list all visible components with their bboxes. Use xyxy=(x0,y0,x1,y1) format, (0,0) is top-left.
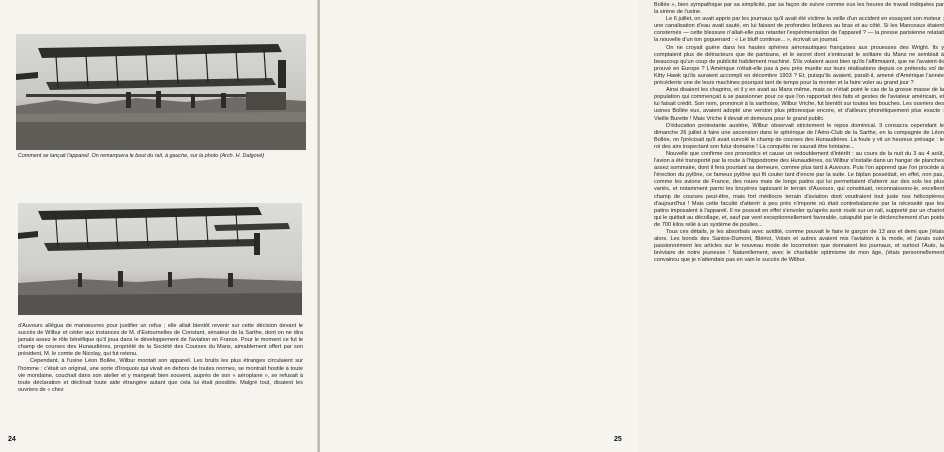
right-paragraph: Bollée », bien sympathique par sa simplicité, par sa façon de suivre comme eux les heures de travail indiquées par la sirène de l'usine. xyxy=(654,2,944,16)
biplane-flight-photo xyxy=(18,203,302,315)
right-page-body xyxy=(654,2,944,264)
left-paragraph: Cependant, à l'usine Léon Bollée, Wilbur montait son appareil. Les bruits les plus étranges circulaient sur l'homme : c'était un original, une sorte d'Iroquois qui vivait en dehors de toutes normes, se montrait hostile à toute vie mondaine, couchait dans son atelier et y mangeait bien souvent, auprès de son « aéroplane », se refusait à toute déclaration et déclinait toute aide étrangère autant que cela lui était possible. Malgré tout, disaient les ouvriers de « chez xyxy=(18,358,303,393)
page-number-right: 25 xyxy=(614,436,622,443)
page-number-left: 24 xyxy=(8,436,16,443)
photo-caption: Comment se lançait l'appareil. On remarquera le bout du rail, à gauche, sur la photo (Arch. H. Dalgové) xyxy=(18,153,265,159)
right-paragraph: Le 6 juillet, on avait appris par les journaux qu'il avait été victime la veille d'un accident en essayant son moteur ; une canalisation d'eau avait sauté, en lui faisant de profondes brûlures au bras et au côté. Si les Manceaux étaient consternés — cette blessure n'allait-elle pas retarder l'expérimentation de l'appareil ? — la presse parisienne relatait la nouvelle d'un ton goguenard : « Le bluff continue... », écrivait un journal. xyxy=(654,16,944,44)
right-paragraph: Tous ces détails, je les absorbais avec avidité, comme pouvait le faire le garçon de 13 ans et demi que j'étais alors. Les bonds des Santos-Dumont, Blériot, Voisin et autres avaient mis l'aviation à la mode, et j'avais suivi passionnément les articles sur le nouveau mode de locomotion que donnaient les journaux, et surtout l'Auto, la bréviaire de notre jeunesse ! Naturellement, avec le charitable optimisme de mon âge, j'étais personnellement convaincu que je n'attendais pas en vain le succès de Wilbur. xyxy=(654,229,944,264)
right-paragraph: Nouvelle que confirme ces pronostics et cause un redoublement d'intérêt : au cours de la nuit du 3 au 4 août, l'avion a été transporté par la route à l'hippodrome des Hunaudières, où Wilbur s'installe dans un hangar de planches assez sommaire, dont il fera pourtant sa demeure, comme plus tard à Auvours. Puis l'on apprend que l'on procède à l'érection du pylône, ce fameux pylône qui fit couler tant d'encre par la suite. Le biplan possédait, en effet, non pas, comme les avions de France, des roues mais de longs patins qui lui permettaient d'atterrir sur des sols les plus variés, et notamment parmi les bruyères tapissant le terrain d'Auvours, qui constituait, reconnaissons-le, excellent champ de courses peut-être, mais fort médiocre terrain d'aviation dont voudraient tout juste nos hélicoptères d'aujourd'hui ! Mais cette faculté d'atterrir à peu près n'importe où était contrebalancée par la nécessité que les patins imposaient à l'appareil. Il ne pouvait en effet s'envoler qu'après avoir roulé sur un rail, supporté par un chariot qui le quittait au décollage, et, sauf par vent exceptionnellement favorable, catapulté par le déclenchement d'un poids de 700 kilos relié à un système de poulies... xyxy=(654,150,944,228)
right-paragraph: On ne croyait guère dans les hautes sphères aéronautiques françaises aux prouesses des Wright. Ils y comptaient plus de détracteurs que de partisans, et le secret dont s'entourait le solitaire du Mans ne semblait à beaucoup qu'un coup de publicité habilement machiné. S'ils volaient aussi bien qu'ils l'affirmaient, que ne l'avaient-ils prouvé en Europe ? L'Amérique n'était-elle pas à peu près muette sur leurs réalisations depuis ce prétendu vol de Kitty Hawk qu'ils auraient accompli en décembre 1903 ? Et, puisqu'ils avaient, paraît-il, amené d'Amérique l'année précédente une de leurs machines pourquoi tant de temps pour la monter et la faire voler au grand jour ? xyxy=(654,44,944,87)
left-page-body xyxy=(18,323,303,394)
biplane-launch-photo xyxy=(16,34,306,150)
right-paragraph: Ainsi disaient les chagrins, et il y en avait au Mans même, mais ce n'était point le cas de la grosse masse de la population qui commençait à se passionner pour ce que l'on rapportait des faits et gestes de l'aviateur américain, et lui faisait crédit. Son nom, prononcé à la sarthoise, Wilbur Vriche, fut bientôt sur toutes les bouches. Les ouvriers des usines Bollée eux, avaient adopté une version plus pittoresque encore, et d'ailleurs phonétiquement plus exacte : Vieille Burette ! Mais Vriche il devait et demeura pour le grand public. xyxy=(654,87,944,122)
left-page xyxy=(0,0,318,452)
right-page xyxy=(320,0,944,452)
right-paragraph: D'éducation protestante austère, Wilbur observait strictement le repos dominical. Il consacra cependant le dimanche 26 juillet à faire une ascension dans le sphérique de l'Aéro-Club de la Sarthe, en la compagnie de Léon Bollée, on l'précisait qu'il avait survolé le champ de courses des Hunaudières. La foule y vit un heureux présage : le roi des airs inspectant son futur domaine ! La conquête ne saurait être lointaine... xyxy=(654,122,944,150)
left-paragraph: d'Auvours allégua de manœuvres pour justifier un refus ; elle allait bientôt revenir sur cette décision devant le succès de Wilbur et céder aux instances de M. d'Estournelles de Constant, sénateur de la Sarthe, dont on ne dira jamais assez le rôle bénéfique qu'il joua dans le développement de l'aviation en France. Pour le moment ce fut le champ de courses des Hunaudières, propriété de la Société des Courses du Mans, aimablement offert par son président, M. le comte de Nicolay, qui fut retenu. xyxy=(18,323,303,358)
photo-wright-biplane-launch xyxy=(16,34,306,150)
photo-biplane-in-flight xyxy=(18,203,302,315)
